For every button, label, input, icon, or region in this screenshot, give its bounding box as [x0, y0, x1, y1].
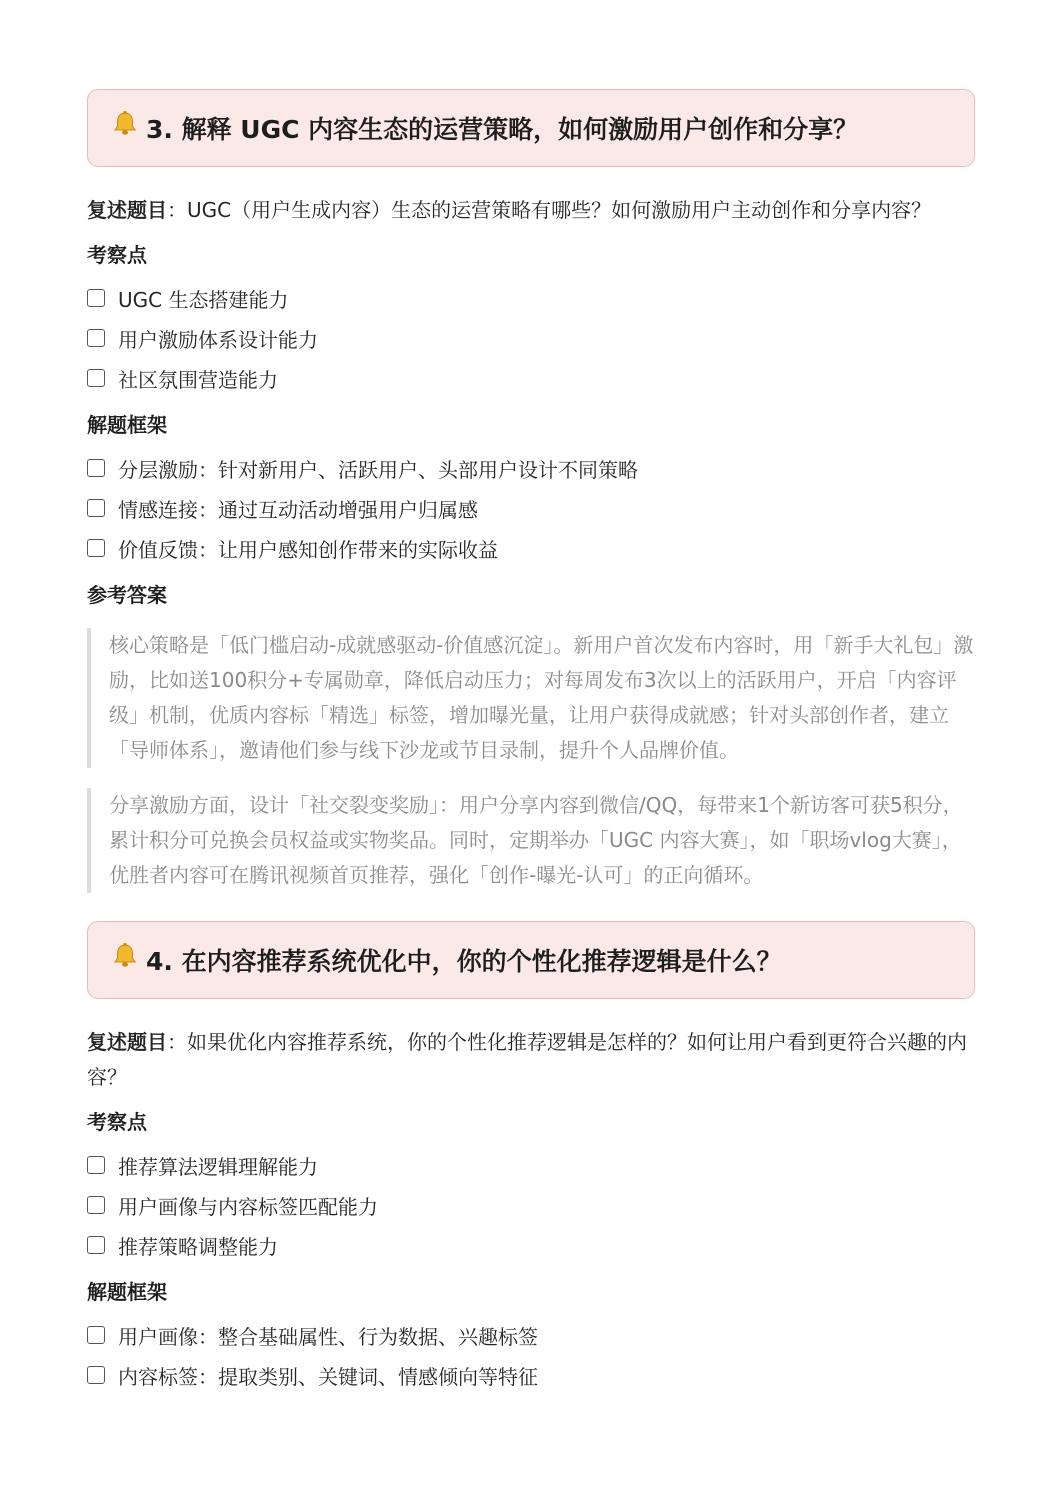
- checklist-item-label: 推荐策略调整能力: [118, 1234, 278, 1259]
- checklist-item: [87, 358, 975, 398]
- checklist-item-label: 推荐算法逻辑理解能力: [118, 1154, 318, 1179]
- checkbox-icon[interactable]: [87, 1326, 105, 1344]
- question-3-restatement: [87, 193, 975, 228]
- assessment-points-heading: 考察点: [87, 243, 147, 267]
- checklist-item: [87, 528, 975, 568]
- document-content: [87, 89, 975, 1395]
- framework-list: [87, 1315, 975, 1395]
- checkbox-icon[interactable]: [87, 1156, 105, 1174]
- checkbox-icon[interactable]: [87, 289, 105, 307]
- checklist-item-label: 用户画像与内容标签匹配能力: [118, 1194, 378, 1219]
- checklist-item-label: 分层激励：针对新用户、活跃用户、头部用户设计不同策略: [118, 457, 638, 482]
- checklist-item: [87, 488, 975, 528]
- checklist-item: [87, 278, 975, 318]
- question-4-restatement: [87, 1025, 975, 1095]
- question-4-title: 4. 在内容推荐系统优化中，你的个性化推荐逻辑是什么？: [146, 947, 782, 976]
- checklist-item: [87, 1315, 975, 1355]
- assessment-points-heading: 考察点: [87, 1110, 147, 1134]
- assessment-points-list: [87, 1145, 975, 1265]
- checkbox-icon[interactable]: [87, 459, 105, 477]
- checkbox-icon[interactable]: [87, 499, 105, 517]
- checklist-item-label: 情感连接：通过互动活动增强用户归属感: [118, 497, 478, 522]
- question-3-callout: [87, 89, 975, 167]
- checklist-item: [87, 1355, 975, 1395]
- checkbox-icon[interactable]: [87, 1236, 105, 1254]
- framework-heading: 解题框架: [87, 1280, 167, 1304]
- checklist-item-label: 用户激励体系设计能力: [118, 327, 318, 352]
- checklist-item: [87, 1185, 975, 1225]
- checklist-item-label: UGC 生态搭建能力: [118, 287, 289, 312]
- checklist-item: [87, 318, 975, 358]
- checklist-item-label: 价值反馈：让用户感知创作带来的实际收益: [118, 537, 498, 562]
- checklist-item-label: 社区氛围营造能力: [118, 367, 278, 392]
- answer-blockquote: [87, 788, 975, 893]
- framework-list: [87, 448, 975, 568]
- checklist-item: [87, 1225, 975, 1265]
- answer-blockquote: [87, 628, 975, 768]
- checkbox-icon[interactable]: [87, 1196, 105, 1214]
- restate-label: 复述题目: [87, 198, 167, 222]
- checkbox-icon[interactable]: [87, 369, 105, 387]
- checklist-item-label: 内容标签：提取类别、关键词、情感倾向等特征: [118, 1364, 538, 1389]
- checkbox-icon[interactable]: [87, 539, 105, 557]
- checkbox-icon[interactable]: [87, 1366, 105, 1384]
- answer-paragraph: 分享激励方面，设计「社交裂变奖励」：用户分享内容到微信/QQ，每带来1个新访客可获5积分，累计积分可兑换会员权益或实物奖品。同时，定期举办「UGC 内容大赛」，如「职场vlog大赛」，优胜者内容可在腾讯视频首页推荐，强化「创作-曝光-认可」的正向循环。: [109, 793, 963, 887]
- restate-text: ：如果优化内容推荐系统，你的个性化推荐逻辑是怎样的？如何让用户看到更符合兴趣的内容？: [87, 1030, 967, 1089]
- bell-icon: [112, 110, 138, 138]
- restate-label: 复述题目: [87, 1030, 167, 1054]
- question-3-title: 3. 解释 UGC 内容生态的运营策略，如何激励用户创作和分享？: [146, 115, 859, 144]
- answer-paragraph: 核心策略是「低门槛启动-成就感驱动-价值感沉淀」。新用户首次发布内容时，用「新手大礼包」激励，比如送100积分+专属勋章，降低启动压力；对每周发布3次以上的活跃用户，开启「内容评级」机制，优质内容标「精选」标签，增加曝光量，让用户获得成就感；针对头部创作者，建立「导师体系」，邀请他们参与线下沙龙或节目录制，提升个人品牌价值。: [109, 633, 974, 762]
- question-4-callout: [87, 921, 975, 999]
- restate-text: ：UGC（用户生成内容）生态的运营策略有哪些？如何激励用户主动创作和分享内容？: [167, 198, 932, 222]
- bell-icon: [112, 942, 138, 970]
- checklist-item: [87, 1145, 975, 1185]
- checkbox-icon[interactable]: [87, 329, 105, 347]
- framework-heading: 解题框架: [87, 413, 167, 437]
- checklist-item-label: 用户画像：整合基础属性、行为数据、兴趣标签: [118, 1324, 538, 1349]
- checklist-item: [87, 448, 975, 488]
- assessment-points-list: [87, 278, 975, 398]
- answer-heading: 参考答案: [87, 583, 167, 607]
